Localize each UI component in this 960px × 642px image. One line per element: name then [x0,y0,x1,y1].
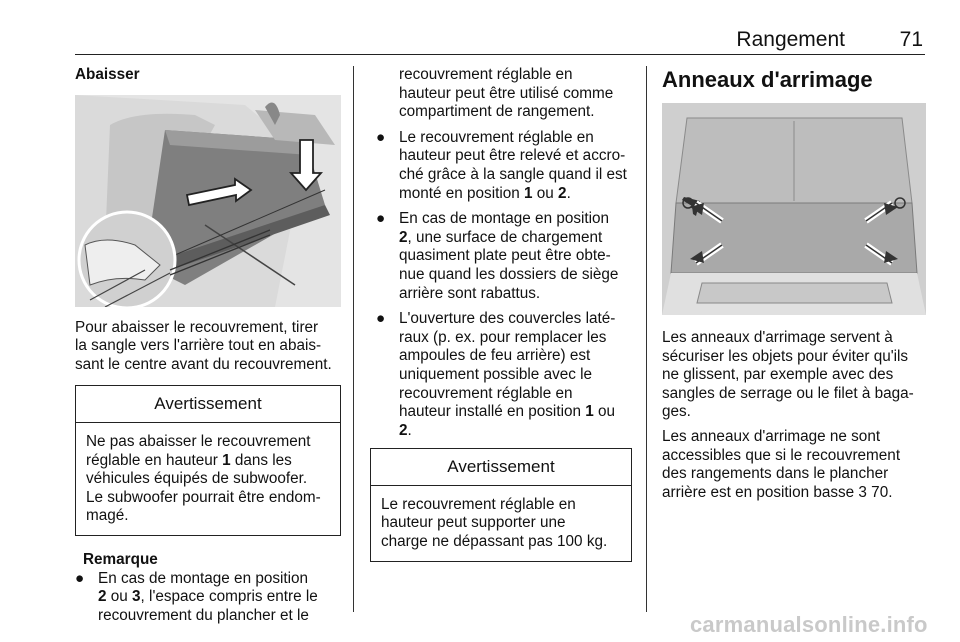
warning-box-load [370,448,632,561]
bullet-icon: ● [376,210,386,228]
illustration-lowering-cover [75,95,341,307]
list-item: ● En cas de montage en position 2 ou 3, l'espace compris entre le recouvrement du plancher et le [75,569,318,624]
note-list-continued [370,129,632,441]
page-number: 71 [899,28,923,51]
bullet-icon: ● [75,569,85,587]
page-reference-icon[interactable]: 3 [858,483,867,501]
note-list [75,570,341,626]
note-continuation: recouvrement réglable en hauteur peut être utilisé comme compartiment de rangement. [399,66,614,121]
note-heading: Remarque [83,550,158,568]
lowering-instructions: Pour abaisser le recouvrement, tirer la sangle vers l'arrière tout en abais- sant le centre avant du recouvrement. [75,318,332,373]
section-heading: Anneaux d'arrimage [662,67,873,92]
bullet-icon: ● [376,128,386,146]
column-divider [646,66,647,612]
warning-title: Avertissement [76,386,340,423]
section-title: Rangement [736,28,845,51]
list-item: ● En cas de montage en position 2, une surface de chargement quasiment plate peut être obte- nue quand les dossiers de siège arrière sont rabattus. [376,210,619,302]
subsection-heading: Abaisser [75,66,140,83]
right-column [662,67,926,502]
column-divider [353,66,354,612]
list-item: ● L'ouverture des couvercles laté- raux (p. ex. pour remplacer les ampoules de feu arrière) est uniquement possible avec le recouvrement réglable en hauteur installé en position 1 ou 2. [376,310,616,439]
list-item: ● Le recouvrement réglable en hauteur peut être relevé et accro- ché grâce à la sangle quand il est monté en position 1 ou 2. [376,128,627,202]
warning-title: Avertissement [371,449,631,486]
warning-box-subwoofer [75,385,341,536]
lashing-eyes-purpose: Les anneaux d'arrimage servent à sécuriser les objets pour éviter qu'ils ne glissent, par exemple avec des sangles de serrage ou le filet à baga- ges. [662,329,914,421]
warning-text: Ne pas abaisser le recouvrement réglable en hauteur 1 dans les véhicules équipés de subwoofer. Le subwoofer pourrait être endom- magé. [86,432,321,525]
page-header [75,26,925,55]
warning-text: Le recouvrement réglable en hauteur peut supporter une charge ne dépassant pas 100 kg. [381,495,608,551]
illustration-lashing-eyes [662,103,926,315]
left-column [75,66,341,632]
lashing-eyes-access: Les anneaux d'arrimage ne sont accessibles que si le recouvrement des rangements dans le plancher arrière est en position basse 3 70. [662,427,901,501]
bullet-icon: ● [376,310,386,328]
middle-column [370,66,632,562]
watermark: carmanualsonline.info [690,612,928,637]
